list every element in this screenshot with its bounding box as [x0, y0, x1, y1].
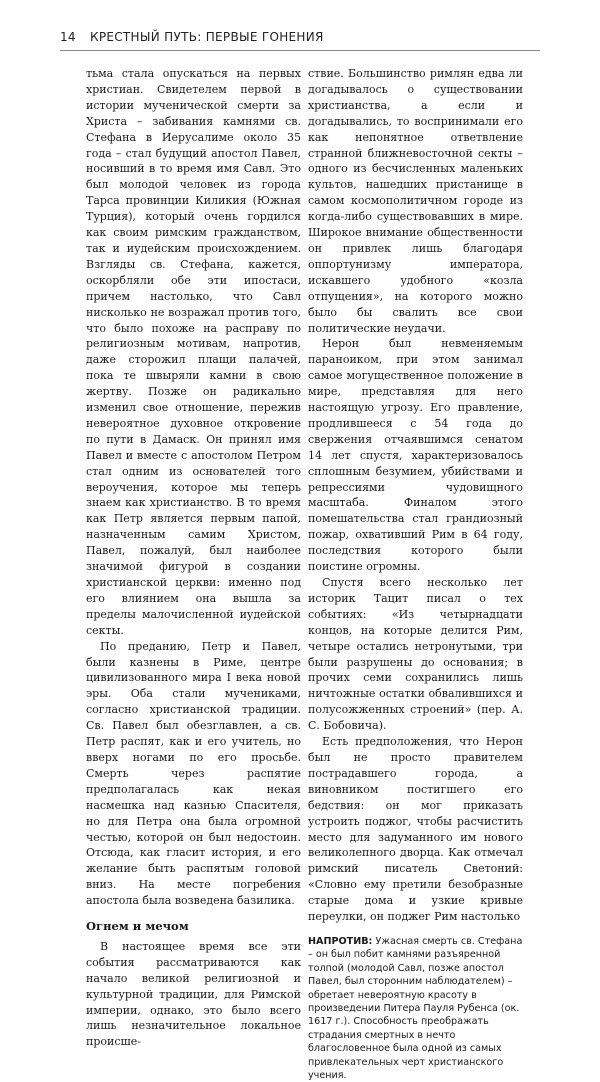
- right-column: [308, 66, 523, 1082]
- image-caption: [308, 935, 523, 1082]
- section-subheading: Огнем и мечом: [86, 919, 189, 934]
- running-header: [60, 30, 540, 44]
- left-column: [86, 66, 301, 1050]
- left-paragraph-3: В настоящее время все эти события рассматриваются как начало великой религиозной и культурной традиции, для Римской империи, однако, это было всего лишь незначительное локальное происше-: [86, 939, 301, 1049]
- header-rule: [60, 50, 540, 51]
- chapter-title: КРЕСТНЫЙ ПУТЬ: ПЕРВЫЕ ГОНЕНИЯ: [90, 30, 324, 44]
- right-paragraph-2: Нерон был невменяемым параноиком, при этом занимал самое могущественное положение в мире, представляя для него настоящую угрозу. Его правление, продлившееся с 54 года до свержения отчаявшимся сенатом 14 лет спустя, характеризовалось сплошным безумием, убийствами и репрессиями чудовищного масштаба. Финалом этого помешательства стал грандиозный пожар, охвативший Рим в 64 году, последствия которого были поистине огромны.: [308, 337, 523, 574]
- caption-lead: НАПРОТИВ:: [308, 935, 373, 947]
- caption-text: Ужасная смерть св. Стефана – он был побит камнями разъяренной толпой (молодой Савл, позже апостол Павел, был сторонним наблюдателем) – обретает невероятную красоту в произведении Питера Пауля Рубенса (ок. 1617 г.). Способность преображать страдания смертных в нечто благословенное была одной из самых привлекательных черт христианского учения.: [308, 935, 523, 1081]
- left-paragraph-1: тьма стала опускаться на первых христиан. Свидетелем первой в истории мученической смерти за Христа – забивания камнями св. Стефана в Иерусалиме около 35 года – стал будущий апостол Павел, носивший в то время имя Савл. Это был молодой человек из города Тарса провинции Киликия (Южная Турция), который очень гордился как своим римским гражданством, так и иудейским происхождением. Взгляды св. Стефана, кажется, оскорбляли обе эти ипостаси, причем настолько, что Савл нисколько не возражал против того, что было похоже на расправу по религиозным мотивам, напротив, даже сторожил плащи палачей, пока те швыряли камни в свою жертву. Позже он радикально изменил свое отношение, пережив невероятное духовное откровение по пути в Дамаск. Он принял имя Павел и вместе с апостолом Петром стал одним из основателей того вероучения, которое мы теперь знаем как христианство. В то время как Петр является первым папой, назначенным самим Христом, Павел, пожалуй, был наиболее значимой фигурой в создании христианской церкви: именно под его влиянием она вышла за пределы малочисленной иудейской секты.: [86, 67, 301, 637]
- right-paragraph-3: Спустя всего несколько лет историк Тацит писал о тех событиях: «Из четырнадцати концов, на которые делится Рим, четыре остались нетронутыми, три были разрушены до основания; в прочих семи сохранились лишь ничтожные остатки обвалившихся и полусожженных строений» (пер. А. С. Бобовича).: [308, 576, 523, 733]
- right-paragraph-1: ствие. Большинство римлян едва ли догадывалось о существовании христианства, а если и догадывались, то воспринимали его как непонятное ответвление странной ближневосточной секты – одного из бесчисленных маленьких культов, нашедших пристанище в самом космополитичном городе из когда-либо существовавших в мире. Широкое внимание общественности он привлек лишь благодаря оппортунизму императора, искавшего удобного «козла отпущения», на которого можно было бы свалить все свои политические неудачи.: [308, 67, 523, 335]
- left-paragraph-2: По преданию, Петр и Павел, были казнены в Риме, центре цивилизованного мира I века новой эры. Оба стали мучениками, согласно христианской традиции. Св. Павел был обезглавлен, а св. Петр распят, как и его учитель, но вверх ногами по его просьбе. Смерть через распятие предполагалась как некая насмешка над казнью Спасителя, но для Петра она была огромной честью, которой он был недостоин. Отсюда, как гласит история, и его желание быть распятым головой вниз. На месте погребения апостола была возведена базилика.: [86, 639, 301, 908]
- page-number: 14: [60, 30, 76, 44]
- right-paragraph-4: Есть предположения, что Нерон был не просто правителем пострадавшего города, а виновником постигшего его бедствия: он мог приказать устроить поджог, чтобы расчистить место для задуманного им нового великолепного дворца. Как отмечал римский писатель Светоний: «Словно ему претили безобразные старые дома и узкие кривые переулки, он поджег Рим настолько: [308, 735, 523, 924]
